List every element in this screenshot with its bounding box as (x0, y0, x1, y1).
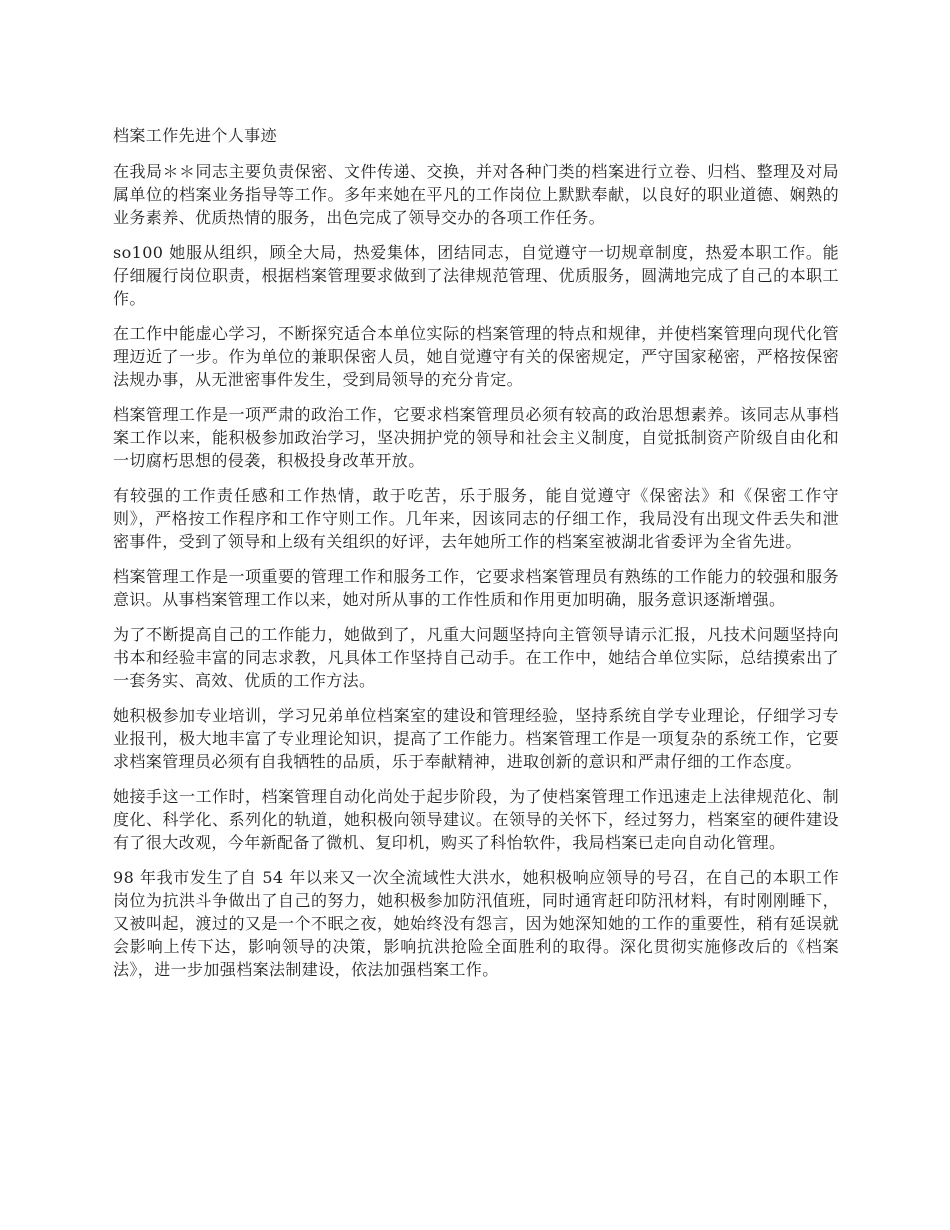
paragraph-5: 有较强的工作责任感和工作热情，敢于吃苦，乐于服务，能自觉遵守《保密法》和《保密工作守则》，严格按工作程序和工作守则工作。几年来，因该同志的仔细工作，我局没有出现文件丢失和泄密事件，受到了领导和上级有关组织的好评，去年她所工作的档案室被湖北省委评为全省先进。 (113, 486, 839, 551)
paragraph-9: 她接手这一工作时，档案管理自动化尚处于起步阶段，为了使档案管理工作迅速走上法律规范化、制度化、科学化、系列化的轨道，她积极向领导建议。在领导的关怀下，经过努力，档案室的硬件建设有了很大改观，今年新配备了微机、复印机，购买了科怡软件，我局档案已走向自动化管理。 (113, 787, 839, 852)
paragraph-4: 档案管理工作是一项严肃的政治工作，它要求档案管理员必须有较高的政治思想素养。该同志从事档案工作以来，能积极参加政治学习，坚决拥护党的领导和社会主义制度，自觉抵制资产阶级自由化和一切腐朽思想的侵袭，积极投身改革开放。 (113, 405, 839, 470)
paragraph-8: 她积极参加专业培训，学习兄弟单位档案室的建设和管理经验，坚持系统自学专业理论，仔细学习专业报刊，极大地丰富了专业理论知识，提高了工作能力。档案管理工作是一项复杂的系统工作，它要求档案管理员必须有自我牺牲的品质，乐于奉献精神，进取创新的意识和严肃仔细的工作态度。 (113, 706, 839, 771)
paragraph-6: 档案管理工作是一项重要的管理工作和服务工作，它要求档案管理员有熟练的工作能力的较强和服务意识。从事档案管理工作以来，她对所从事的工作性质和作用更加明确，服务意识逐渐增强。 (113, 567, 839, 609)
paragraph-10: 98 年我市发生了自 54 年以来又一次全流域性大洪水，她积极响应领导的号召，在自己的本职工作岗位为抗洪斗争做出了自己的努力，她积极参加防汛值班，同时通宵赶印防汛材料，有时刚刚睡下，又被叫起，渡过的又是一个不眠之夜，她始终没有怨言，因为她深知她的工作的重要性，稍有延误就会影响上传下达，影响领导的决策，影响抗洪抢险全面胜利的取得。深化贯彻实施修改后的《档案法》，进一步加强档案法制建设，依法加强档案工作。 (113, 868, 839, 979)
paragraph-7: 为了不断提高自己的工作能力，她做到了，凡重大问题坚持向主管领导请示汇报，凡技术问题坚持向书本和经验丰富的同志求教，凡具体工作坚持自己动手。在工作中，她结合单位实际，总结摸索出了一套务实、高效、优质的工作方法。 (113, 625, 839, 690)
document-title: 档案工作先进个人事迹 (113, 126, 278, 145)
document-page (113, 124, 839, 993)
paragraph-2: so100 她服从组织，顾全大局，热爱集体，团结同志，自觉遵守一切规章制度，热爱本职工作。能仔细履行岗位职责，根据档案管理要求做到了法律规范管理、优质服务，圆满地完成了自己的本职工作。 (113, 243, 839, 308)
paragraph-1: 在我局＊＊同志主要负责保密、文件传递、交换，并对各种门类的档案进行立卷、归档、整理及对局属单位的档案业务指导等工作。多年来她在平凡的工作岗位上默默奉献，以良好的职业道德、娴熟的业务素养、优质热情的服务，出色完成了领导交办的各项工作任务。 (113, 162, 839, 227)
paragraph-3: 在工作中能虚心学习，不断探究适合本单位实际的档案管理的特点和规律，并使档案管理向现代化管理迈近了一步。作为单位的兼职保密人员，她自觉遵守有关的保密规定，严守国家秘密，严格按保密法规办事，从无泄密事件发生，受到局领导的充分肯定。 (113, 324, 839, 389)
